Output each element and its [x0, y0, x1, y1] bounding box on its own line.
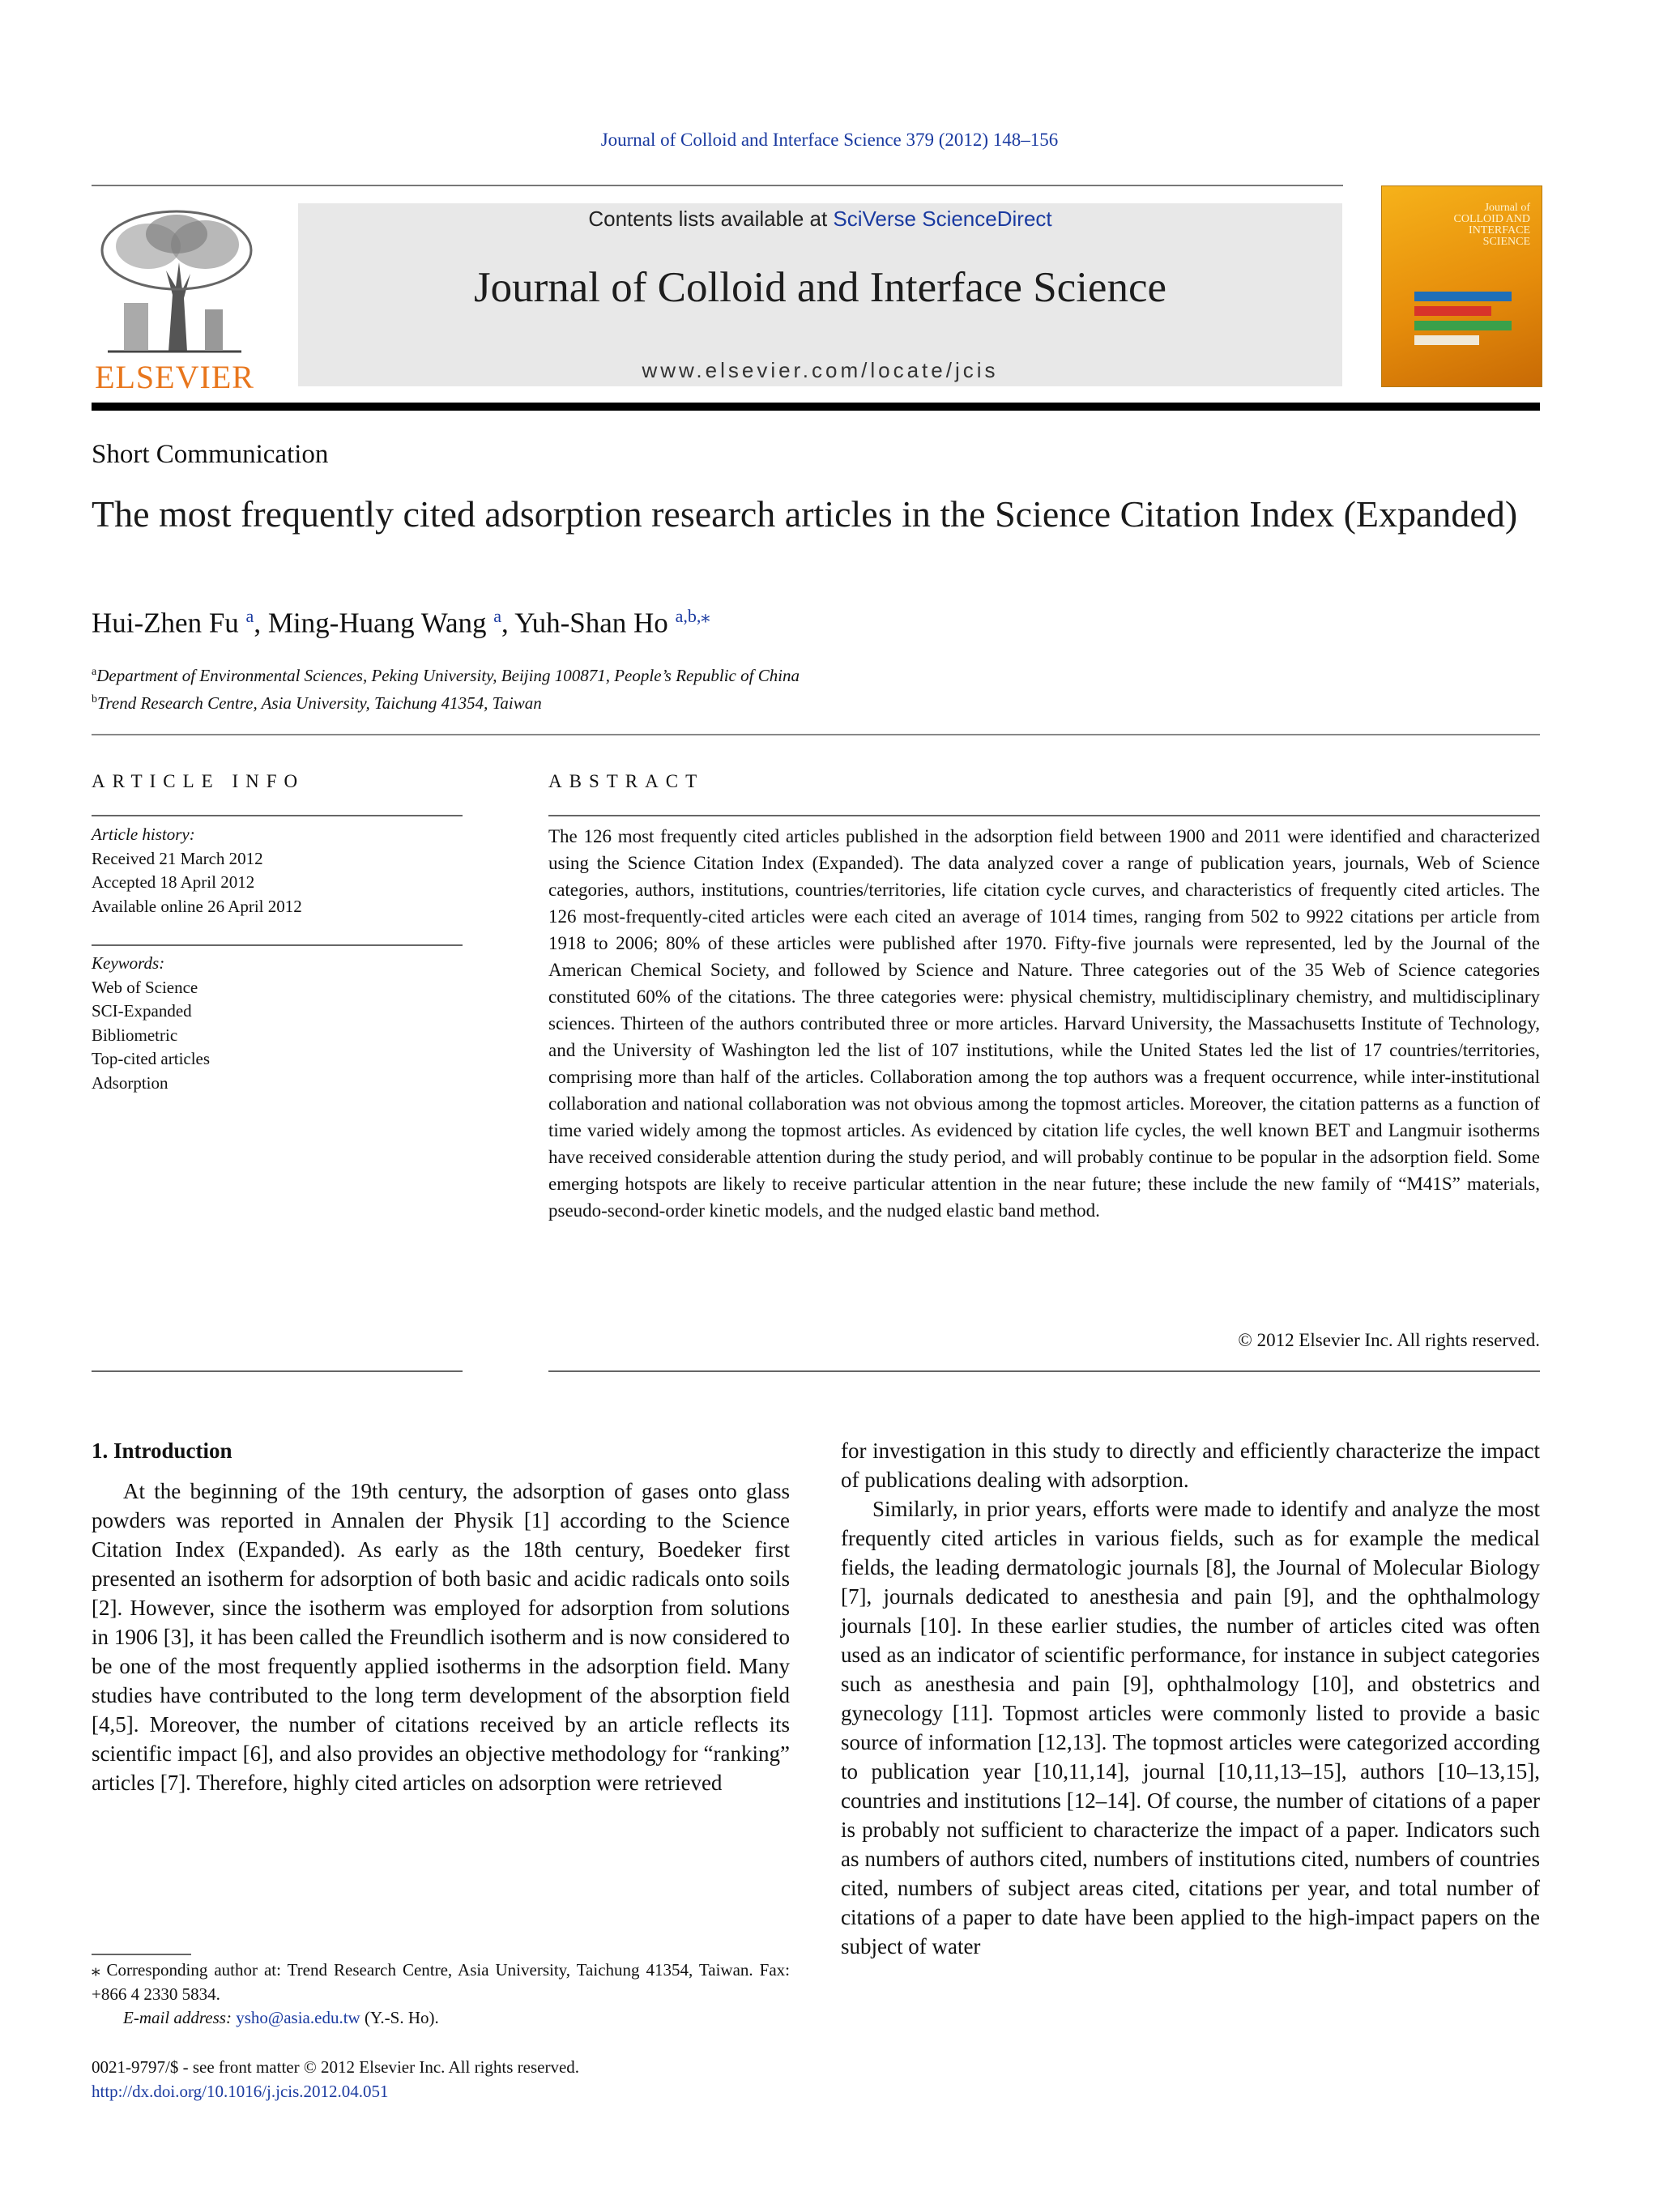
info-divider	[92, 815, 463, 816]
history-item: Received 21 March 2012	[92, 848, 263, 868]
corresponding-author-footnote	[92, 1958, 790, 2031]
front-matter	[92, 2056, 579, 2103]
author-affiliation-mark[interactable]: a	[245, 606, 254, 626]
email-line	[92, 2006, 790, 2031]
journal-citation-link[interactable]: Journal of Colloid and Interface Science 379 (2012) 148–156	[600, 130, 1059, 150]
contents-line	[298, 207, 1342, 232]
contents-prefix: Contents lists available at	[588, 207, 834, 231]
abstract-heading: ABSTRACT	[548, 771, 705, 791]
abstract-copyright: © 2012 Elsevier Inc. All rights reserved.	[1238, 1330, 1540, 1350]
author-name: Yuh-Shan Ho	[514, 607, 668, 639]
author-name: Ming-Huang Wang	[267, 607, 487, 639]
abstract-divider	[548, 1370, 1540, 1372]
keyword-item: SCI-Expanded	[92, 1001, 192, 1021]
cover-graphic	[1414, 292, 1512, 350]
affiliation-item: $^a$Department of Environmental Sciences, Peking University, Beijing 100871, People’s Republic of China	[92, 666, 800, 685]
article-title: The most frequently cited adsorption research articles in the Science Citation Index (Expanded)	[92, 493, 1518, 535]
section-heading: 1. Introduction	[92, 1438, 232, 1463]
article-info-heading: ARTICLE INFO	[92, 771, 305, 791]
article-history	[92, 823, 302, 918]
history-label: Article history:	[92, 825, 195, 844]
publisher-logo	[92, 206, 258, 395]
keyword-item: Adsorption	[92, 1072, 168, 1093]
author-list: Hui-Zhen Fu $^a$, Ming-Huang Wang $^a$, Yuh-Shan Ho $^{a,b,⁎}$	[92, 606, 710, 639]
footnote-rule	[92, 1954, 191, 1955]
keyword-item: Web of Science	[92, 977, 198, 997]
masthead-top-rule	[92, 185, 1343, 186]
journal-cover-thumbnail	[1381, 185, 1542, 387]
author-affiliation-mark[interactable]: a,b,⁎	[675, 606, 710, 626]
email-suffix: (Y.-S. Ho).	[364, 2008, 439, 2027]
body-column-left	[92, 1436, 790, 1797]
cover-title: Journal of COLLOID AND INTERFACE SCIENCE	[1453, 202, 1530, 248]
keyword-item: Bibliometric	[92, 1025, 178, 1045]
body-column-right	[841, 1436, 1540, 1961]
email-label: E-mail address:	[123, 2008, 232, 2027]
masthead-bottom-rule	[92, 403, 1540, 411]
article-type: Short Communication	[92, 440, 329, 469]
info-divider	[92, 944, 463, 946]
email-link[interactable]: ysho@asia.edu.tw	[236, 2008, 360, 2027]
affiliations	[92, 660, 800, 715]
keyword-item: Top-cited articles	[92, 1049, 211, 1068]
history-item: Available online 26 April 2012	[92, 896, 302, 916]
header-divider	[92, 734, 1540, 735]
footnote-text: ⁎ Corresponding author at: Trend Research Centre, Asia University, Taichung 41354, Taiwan. Fax: +866 4 2330 5834.	[92, 1960, 790, 2004]
abstract-text: The 126 most frequently cited articles published in the adsorption field between 1900 and 2011 were identified and characterized using the Science Citation Index (Expanded). The data analyzed cover a range of publication years, journals, Web of Science categories, authors, institutions, countries/territories, life citation cycle curves, and characteristics of frequently cited articles. The 126 most-frequently-cited articles were each cited an average of 1014 times, ranging from 502 to 9922 citations per article from 1918 to 2006; 80% of these articles were published after 1970. Fifty-five journals were represented, led by the Journal of the American Chemical Society, and followed by Science and Nature. Three categories out of the 35 Web of Science categories constituted 60% of the citations. The three categories were: physical chemistry, multidisciplinary chemistry, and multidisciplinary sciences. Thirteen of the authors contributed three or more articles. Harvard University, the Massachusetts Institute of Technology, and the University of Washington led the list of 107 institutions, while the United States led the list of 17 countries/territories, comprising more than half of the articles. Collaboration among the top authors was a frequent occurrence, while inter-institutional collaboration and national collaboration was not obvious among the topmost articles. Moreover, the citation patterns as a function of time varied widely among the topmost articles. As evidenced by citation life cycles, the well known BET and Langmuir isotherms have received considerable attention during the study period, and will probably continue to be popular in the adsorption field. Some emerging hotspots are likely to receive particular attention in the near future; these include the new family of “M41S” materials, pseudo-second-order kinetic models, and the nudged elastic band method.	[548, 826, 1540, 1221]
journal-name: Journal of Colloid and Interface Science	[473, 264, 1167, 311]
body-paragraph: for investigation in this study to directly and efficiently characterize the impact of publications dealing with adsorption.	[841, 1438, 1540, 1492]
affiliation-item: $^b$Trend Research Centre, Asia University, Taichung 41354, Taiwan	[92, 693, 542, 713]
body-paragraph: At the beginning of the 19th century, the adsorption of gases onto glass powders was reported in Annalen der Physik [1] according to the Science Citation Index (Expanded). As early as the 18th century, Boedeker first presented an isotherm for adsorption of both basic and acidic radicals onto soils [2]. However, since the isotherm was employed for adsorption from solutions in 1906 [3], it has been called the Freundlich isotherm and is now considered to be one of the most frequently applied isotherms in the adsorption field. Many studies have contributed to the long term development of the absorption field [4,5]. Moreover, the number of citations received by an article reflects its scientific impact [6], and also provides an objective methodology for “ranking” articles [7]. Therefore, highly cited articles on adsorption were retrieved	[92, 1479, 790, 1795]
issn-line: 0021-9797/$ - see front matter © 2012 Elsevier Inc. All rights reserved.	[92, 2057, 580, 2077]
author-affiliation-mark[interactable]: a	[493, 606, 502, 626]
info-divider	[92, 1370, 463, 1372]
doi-link[interactable]: http://dx.doi.org/10.1016/j.jcis.2012.04.051	[92, 2081, 389, 2101]
author-name: Hui-Zhen Fu	[92, 607, 239, 639]
elsevier-tree-icon	[92, 206, 258, 356]
abstract-divider	[548, 815, 1540, 816]
journal-url-link[interactable]: www.elsevier.com/locate/jcis	[642, 358, 999, 382]
keywords-label: Keywords:	[92, 953, 165, 973]
history-item: Accepted 18 April 2012	[92, 872, 255, 892]
body-paragraph: Similarly, in prior years, efforts were made to identify and analyze the most frequently cited articles in various fields, such as for example the medical fields, the leading dermatologic journals [8], the Journal of Molecular Biology [7], journals dedicated to anesthesia and pain [9], and the ophthalmology journals [10]. In these earlier studies, the number of articles cited was often used as an indicator of scientific performance, for instance in subject categories such as anesthesia and pain [9], ophthalmology [10], and obstetrics and gynecology [11]. Topmost articles were commonly listed to provide a basic source of information [12,13]. The topmost articles were categorized according to publication year [10,11,14], journal [10,11,13–15], authors [10–13,15], countries and institutions [12–14]. Of course, the number of citations of a paper is probably not sufficient to characterize the impact of a paper. Indicators such as numbers of authors cited, numbers of institutions cited, numbers of countries cited, numbers of subject areas cited, citations per year, and total number of citations of a paper to date have been applied to the high-impact papers on the subject of water	[841, 1497, 1540, 1958]
sciencedirect-link[interactable]: SciVerse ScienceDirect	[833, 207, 1052, 231]
keywords	[92, 952, 210, 1095]
elsevier-wordmark: ELSEVIER	[95, 359, 254, 395]
